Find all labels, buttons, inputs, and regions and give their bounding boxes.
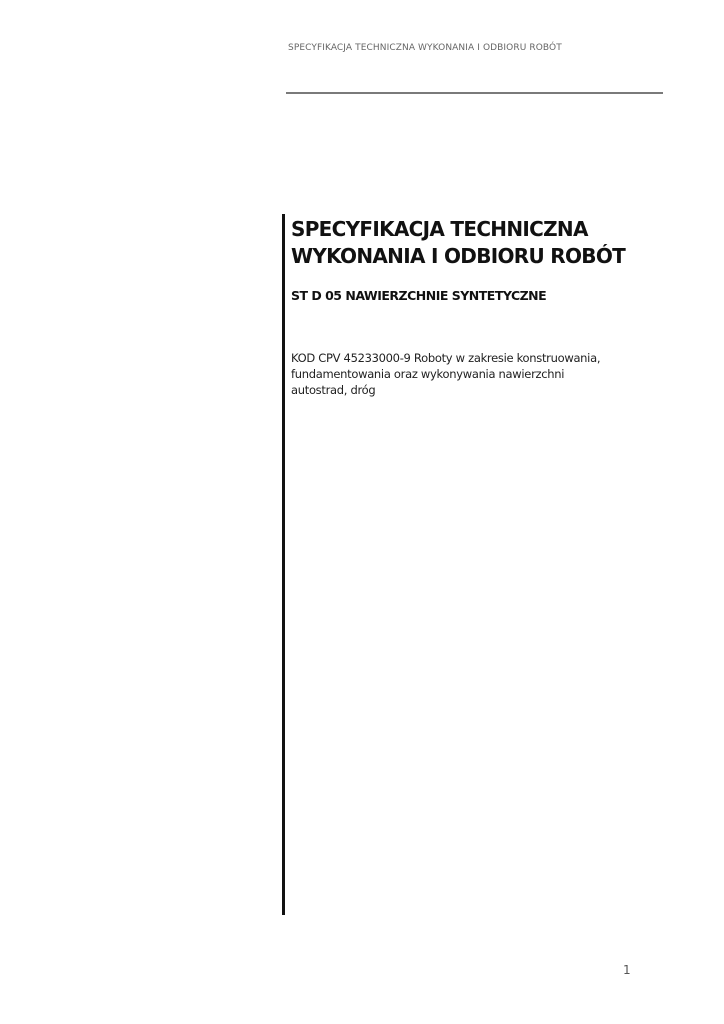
cpv-line-2: fundamentowania oraz wykonywania nawierzchni (291, 367, 565, 381)
page-number: 1 (623, 963, 631, 977)
running-header: SPECYFIKACJA TECHNICZNA WYKONANIA I ODBIORU ROBÓT (288, 43, 562, 53)
document-title-line-1: SPECYFIKACJA TECHNICZNA (291, 217, 588, 241)
header-rule (286, 92, 663, 94)
cpv-code-description (291, 350, 661, 398)
left-accent-bar (282, 214, 285, 915)
document-title (291, 216, 625, 270)
document-subtitle: ST D 05 NAWIERZCHNIE SYNTETYCZNE (291, 288, 547, 303)
cpv-line-1: KOD CPV 45233000-9 Roboty w zakresie konstruowania, (291, 351, 601, 365)
cpv-line-3: autostrad, dróg (291, 383, 376, 397)
document-title-line-2: WYKONANIA I ODBIORU ROBÓT (291, 244, 626, 268)
